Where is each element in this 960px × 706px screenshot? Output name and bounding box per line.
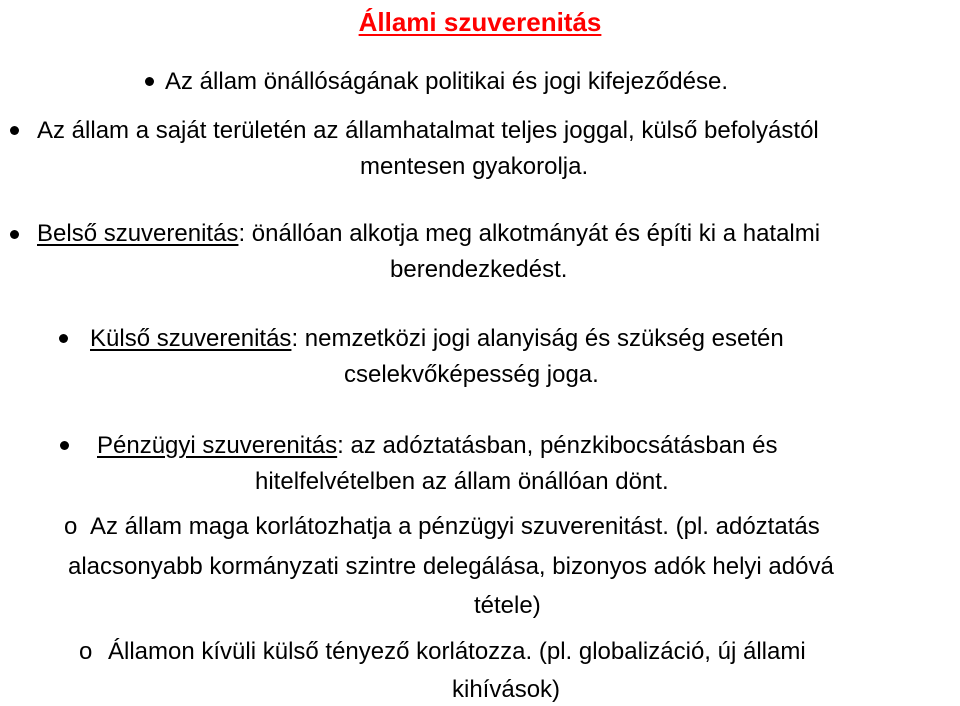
bullet-5-line-2: hitelfelvételben az állam önállóan dönt. — [255, 468, 669, 495]
bullet-icon — [10, 126, 19, 135]
internal-sovereignty-term: Belső szuverenitás — [37, 220, 239, 247]
external-sovereignty-term: Külső szuverenitás — [90, 325, 292, 352]
page-title: Állami szuverenitás — [358, 7, 602, 37]
bullet-3-line-2: berendezkedést. — [390, 256, 568, 283]
bullet-icon — [10, 230, 19, 239]
sub-bullet-1-line-2: alacsonyabb kormányzati szintre delegálása, bizonyos adók helyi adóvá — [68, 553, 834, 580]
bullet-1-text: Az állam önállóságának politikai és jogi kifejeződése. — [165, 68, 728, 95]
circle-bullet-icon: o — [79, 638, 93, 665]
bullet-4-line-2: cselekvőképesség joga. — [344, 361, 599, 388]
bullet-2-line-1: Az állam a saját területén az államhatalmat teljes joggal, külső befolyástól — [37, 117, 819, 144]
sub-bullet-2-line-2: kihívások) — [452, 676, 561, 703]
financial-sovereignty-term: Pénzügyi szuverenitás — [97, 432, 338, 459]
sub-bullet-1-line-3: tétele) — [474, 592, 541, 619]
sub-bullet-2-line-1: Államon kívüli külső tényező korlátozza. (pl. globalizáció, új állami — [108, 638, 806, 665]
bullet-5-line-1 — [97, 432, 777, 460]
bullet-icon — [145, 77, 154, 86]
bullet-2-line-2: mentesen gyakorolja. — [360, 153, 589, 180]
sub-bullet-1-line-1: Az állam maga korlátozhatja a pénzügyi szuverenitást. (pl. adóztatás — [90, 513, 820, 540]
bullet-4-line-1 — [90, 325, 784, 353]
bullet-3-line-1 — [37, 220, 820, 248]
bullet-5-definition: : az adóztatásban, pénzkibocsátásban és — [337, 432, 778, 459]
bullet-icon — [60, 441, 69, 450]
bullet-4-definition: : nemzetközi jogi alanyiság és szükség esetén — [291, 325, 784, 352]
circle-bullet-icon: o — [64, 513, 78, 540]
bullet-3-definition: : önállóan alkotja meg alkotmányát és építi ki a hatalmi — [238, 220, 821, 247]
bullet-icon — [59, 334, 68, 343]
